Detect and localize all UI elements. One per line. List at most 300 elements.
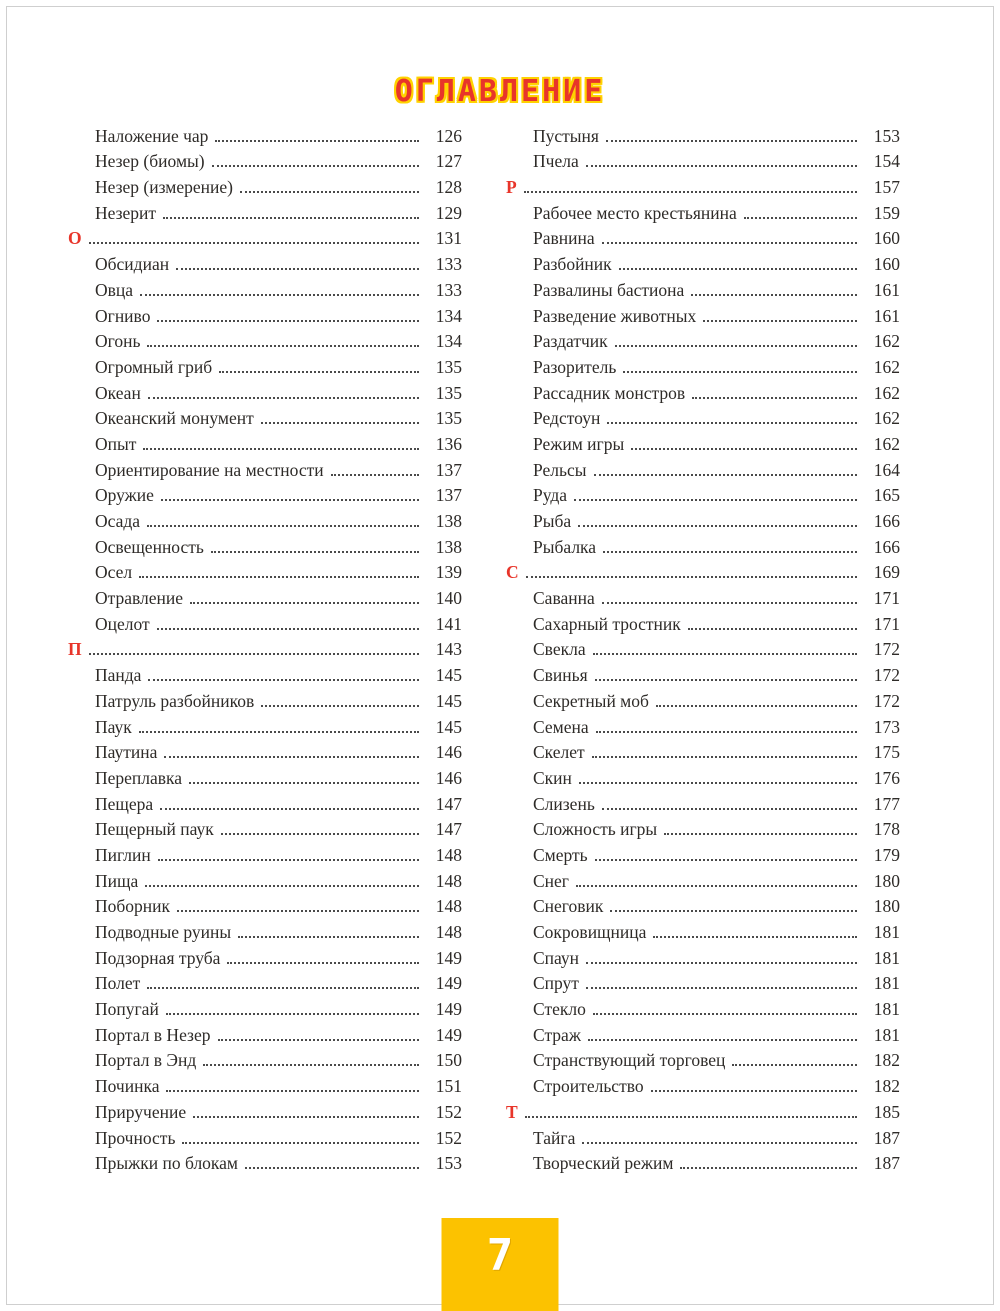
toc-entry-label: Осада	[95, 511, 141, 531]
toc-entry-label: Рыба	[533, 511, 572, 531]
dot-leader	[193, 1116, 419, 1118]
toc-entry-page: 147	[435, 793, 462, 814]
toc-entry-page: 181	[873, 947, 900, 968]
toc-entry-label: Свекла	[533, 639, 586, 660]
dot-leader	[89, 653, 419, 655]
toc-entry-page: 136	[435, 433, 462, 454]
toc-entry-page: 159	[873, 202, 900, 223]
toc-entry	[68, 866, 462, 892]
dot-leader	[212, 165, 419, 167]
toc-entry-label: Раздатчик	[533, 331, 608, 352]
toc-entry-label: С	[506, 562, 519, 583]
toc-entry-label: Снеговик	[533, 896, 604, 917]
toc-entry-label: Пещера	[95, 793, 154, 814]
toc-entry-page: 129	[435, 202, 462, 223]
toc-entry-label: Попугай	[95, 999, 159, 1020]
toc-entry-page: 146	[435, 742, 462, 763]
toc-entry	[506, 404, 900, 430]
toc-entry-page: 143	[435, 639, 462, 660]
toc-entry-page: 152	[435, 1101, 462, 1122]
toc-letter-heading	[68, 635, 462, 661]
dot-leader	[593, 653, 857, 655]
toc-entry	[68, 1097, 462, 1123]
toc-entry-label: Т	[506, 1101, 518, 1122]
dot-leader	[582, 1142, 857, 1144]
toc-entry-page: 148	[435, 896, 462, 917]
toc-entry-label: Секретный моб	[533, 690, 649, 711]
toc-entry	[68, 1020, 462, 1046]
toc-entry-label: Панда	[95, 665, 142, 686]
dot-leader	[623, 371, 857, 373]
toc-entry	[68, 1149, 462, 1175]
toc-entry-label: Опыт	[95, 433, 137, 454]
toc-entry	[506, 275, 900, 301]
dot-leader	[588, 1039, 857, 1041]
toc-entry	[506, 352, 900, 378]
toc-entry-label: Прыжки по блокам	[95, 1153, 238, 1174]
toc-entry-page: 126	[435, 125, 462, 146]
toc-entry	[68, 481, 462, 507]
dot-leader	[586, 962, 857, 964]
toc-entry	[68, 1071, 462, 1097]
toc-entry-label: Огниво	[95, 305, 151, 326]
toc-entry	[506, 943, 900, 969]
dot-leader	[221, 833, 419, 835]
toc-entry	[506, 1123, 900, 1149]
dot-leader	[703, 320, 857, 322]
toc-entry	[506, 532, 900, 558]
toc-entry-label: Портал в Незер	[95, 1024, 211, 1045]
dot-leader	[692, 397, 857, 399]
dot-leader	[653, 936, 857, 938]
toc-entry-label: Режим игры	[533, 433, 625, 454]
toc-entry	[506, 815, 900, 841]
toc-entry	[506, 378, 900, 404]
dot-leader	[215, 140, 419, 142]
dot-leader	[610, 910, 857, 912]
toc-entry-page: 187	[873, 1153, 900, 1174]
dot-leader	[182, 1142, 419, 1144]
toc-entry-page: 157	[873, 177, 900, 198]
toc-entry-label: Океан	[95, 382, 141, 403]
toc-entry-page: 160	[873, 254, 900, 275]
toc-entry-page: 127	[435, 151, 462, 172]
toc-entry-page: 149	[435, 999, 462, 1020]
page-title: ОГЛАВЛЕНИЕ	[394, 74, 606, 109]
toc-entry-label: Незер (биомы)	[95, 151, 205, 172]
toc-entry-label: Огонь	[95, 331, 141, 352]
toc-entry-label: Страж	[533, 1024, 581, 1045]
dot-leader	[148, 397, 419, 399]
dot-leader	[595, 859, 857, 861]
toc-entry	[68, 609, 462, 635]
toc-entry	[506, 609, 900, 635]
toc-entry-label: Строительство	[533, 1076, 644, 1097]
toc-entry-page: 185	[873, 1101, 900, 1122]
dot-leader	[148, 679, 419, 681]
toc-entry-page: 171	[873, 613, 900, 634]
toc-entry-page: 181	[873, 922, 900, 942]
toc-entry	[68, 840, 462, 866]
toc-entry-page: 172	[873, 665, 900, 686]
toc-entry-page: 181	[873, 1024, 900, 1045]
toc-entry	[68, 404, 462, 430]
toc-entry-label: Смерть	[533, 844, 588, 865]
toc-entry-page: 145	[435, 665, 462, 686]
dot-leader	[147, 987, 419, 989]
toc-entry	[68, 198, 462, 224]
toc-entry	[68, 327, 462, 353]
dot-leader	[166, 1013, 419, 1015]
toc-entry-page: 164	[873, 459, 900, 480]
dot-leader	[89, 242, 419, 244]
toc-entry-label: Руда	[533, 485, 568, 506]
toc-entry	[506, 840, 900, 866]
toc-entry-page: 171	[873, 588, 900, 609]
toc-entry-label: Спаун	[533, 947, 580, 968]
toc-entry	[506, 224, 900, 250]
toc-entry-page: 135	[435, 382, 462, 403]
dot-leader	[586, 165, 857, 167]
toc-entry	[506, 635, 900, 661]
toc-entry	[68, 1046, 462, 1072]
toc-entry-page: 145	[435, 716, 462, 737]
toc-entry	[68, 583, 462, 609]
dot-leader	[140, 294, 419, 296]
toc-entry-label: Подзорная труба	[95, 947, 221, 968]
toc-entry	[68, 763, 462, 789]
toc-entry-label: Творческий режим	[533, 1153, 674, 1174]
toc-column-right	[506, 121, 900, 1174]
toc-entry-label: Полет	[95, 973, 141, 994]
dot-leader	[227, 962, 419, 964]
dot-leader	[190, 602, 419, 604]
toc-entry	[68, 429, 462, 455]
toc-entry-page: 135	[435, 408, 462, 429]
toc-entry-label: Приручение	[95, 1101, 187, 1122]
toc-entry	[68, 1123, 462, 1149]
dot-leader	[525, 1116, 857, 1118]
toc-entry	[506, 660, 900, 686]
toc-entry-label: Скин	[533, 767, 572, 788]
toc-entry-page: 153	[873, 125, 900, 146]
toc-entry-label: Тайга	[533, 1127, 576, 1148]
dot-leader	[602, 242, 857, 244]
dot-leader	[161, 499, 419, 501]
toc-entry	[506, 712, 900, 738]
toc-entry-label: Свинья	[533, 665, 588, 686]
toc-entry-page: 128	[435, 177, 462, 198]
dot-leader	[603, 551, 857, 553]
toc-entry-label: Сахарный тростник	[533, 613, 681, 634]
toc-entry	[506, 686, 900, 712]
dot-leader	[147, 345, 419, 347]
toc-entry-label: Рассадник монстров	[533, 382, 686, 403]
toc-entry-label: Рыбалка	[533, 536, 597, 557]
toc-entry-page: 138	[435, 536, 462, 557]
toc-entry	[68, 532, 462, 558]
dot-leader	[574, 499, 857, 501]
toc-entry-page: 137	[435, 459, 462, 480]
toc-entry-label: Рельсы	[533, 459, 587, 480]
toc-entry	[68, 815, 462, 841]
dot-leader	[147, 525, 419, 527]
toc-entry	[68, 455, 462, 481]
toc-entry	[506, 738, 900, 764]
toc-entry	[506, 249, 900, 275]
toc-entry-page: 166	[873, 511, 900, 531]
dot-leader	[143, 448, 419, 450]
dot-leader	[744, 217, 857, 219]
toc-entry-page: 151	[435, 1076, 462, 1097]
toc-entry-page: 145	[435, 690, 462, 711]
toc-entry-page: 135	[435, 356, 462, 377]
toc-entry-label: Развалины бастиона	[533, 279, 685, 300]
dot-leader	[619, 268, 857, 270]
toc-entry	[68, 892, 462, 918]
toc-entry-page: 154	[873, 151, 900, 172]
toc-entry	[506, 583, 900, 609]
toc-entry	[68, 378, 462, 404]
toc-entry-label: Осел	[95, 562, 133, 583]
toc-entry-label: Саванна	[533, 588, 595, 609]
dot-leader	[139, 731, 419, 733]
toc-entry	[506, 969, 900, 995]
toc-entry	[506, 866, 900, 892]
toc-entry-page: 162	[873, 356, 900, 377]
toc-entry-label: Океанский монумент	[95, 408, 254, 429]
toc-entry-page: 149	[435, 973, 462, 994]
dot-leader	[615, 345, 857, 347]
toc-entry-page: 165	[873, 485, 900, 506]
toc-entry-page: 182	[873, 1050, 900, 1071]
toc-entry	[68, 712, 462, 738]
dot-leader	[602, 602, 857, 604]
toc-entry-page: 149	[435, 947, 462, 968]
toc-entry	[506, 121, 900, 147]
dot-leader	[177, 910, 419, 912]
dot-leader	[595, 679, 857, 681]
toc-entry-label: Подводные руины	[95, 922, 232, 942]
toc-entry-label: Освещенность	[95, 536, 204, 557]
page-number-box	[442, 1218, 559, 1311]
dot-leader	[688, 628, 857, 630]
toc-entry-page: 153	[435, 1153, 462, 1174]
toc-entry-label: Пища	[95, 870, 139, 891]
toc-entry	[506, 917, 900, 943]
dot-leader	[211, 551, 419, 553]
toc-entry	[68, 172, 462, 198]
toc-entry-label: Поборник	[95, 896, 171, 917]
dot-leader	[656, 705, 857, 707]
toc-letter-heading	[68, 224, 462, 250]
toc-entry	[506, 892, 900, 918]
dot-leader	[602, 808, 857, 810]
toc-entry-label: Редстоун	[533, 408, 601, 429]
toc-entry-page: 161	[873, 279, 900, 300]
toc-entry-label: Паук	[95, 716, 132, 737]
toc-entry-page: 160	[873, 228, 900, 249]
dot-leader	[578, 525, 857, 527]
toc-entry	[506, 1071, 900, 1097]
toc-entry	[506, 455, 900, 481]
toc-entry-page: 169	[873, 562, 900, 583]
toc-entry-page: 162	[873, 433, 900, 454]
toc-letter-heading	[506, 1097, 900, 1123]
toc-entry-label: Странствующий торговец	[533, 1050, 726, 1071]
toc-entry-label: Скелет	[533, 742, 585, 763]
dot-leader	[203, 1064, 419, 1066]
toc-entry-label: Равнина	[533, 228, 595, 249]
toc-entry-page: 172	[873, 690, 900, 711]
toc-entry	[68, 121, 462, 147]
toc-column-left	[68, 121, 462, 1174]
toc-entry-label: Снег	[533, 870, 569, 891]
toc-entry	[68, 943, 462, 969]
toc-entry	[506, 198, 900, 224]
toc-entry-label: Разоритель	[533, 356, 617, 377]
toc-entry-label: П	[68, 639, 82, 660]
dot-leader	[218, 1039, 420, 1041]
toc-entry-page: 162	[873, 331, 900, 352]
dot-leader	[594, 474, 857, 476]
dot-leader	[261, 705, 419, 707]
dot-leader	[261, 422, 419, 424]
toc-entry-label: Сокровищница	[533, 922, 647, 942]
toc-entry-label: Портал в Энд	[95, 1050, 197, 1071]
toc-entry	[68, 147, 462, 173]
toc-entry-label: Разведение животных	[533, 305, 697, 326]
toc-entry-page: 149	[435, 1024, 462, 1045]
toc-entry-label: О	[68, 228, 82, 249]
dot-leader	[607, 422, 857, 424]
dot-leader	[593, 1013, 857, 1015]
toc-entry-page: 180	[873, 870, 900, 891]
toc-entry-page: 180	[873, 896, 900, 917]
dot-leader	[145, 885, 419, 887]
toc-entry-label: Семена	[533, 716, 589, 737]
toc-entry-page: 162	[873, 408, 900, 429]
toc-entry-page: 137	[435, 485, 462, 506]
dot-leader	[651, 1090, 857, 1092]
dot-leader	[691, 294, 857, 296]
toc-entry-page: 133	[435, 279, 462, 300]
toc-entry-page: 152	[435, 1127, 462, 1148]
toc-entry-label: Пиглин	[95, 844, 151, 865]
toc-entry	[506, 1020, 900, 1046]
toc-entry-label: Починка	[95, 1076, 160, 1097]
toc-entry-label: Прочность	[95, 1127, 176, 1148]
toc-entry	[68, 352, 462, 378]
toc-entry-page: 141	[435, 613, 462, 634]
toc-entry	[506, 994, 900, 1020]
page-number: 7	[486, 1230, 514, 1281]
dot-leader	[219, 371, 419, 373]
toc-entry-label: Переплавка	[95, 767, 183, 788]
dot-leader	[245, 1167, 419, 1169]
toc-entry-page: 181	[873, 999, 900, 1020]
toc-columns	[68, 121, 900, 1174]
toc-entry	[506, 506, 900, 532]
toc-entry	[68, 660, 462, 686]
toc-entry-page: 148	[435, 844, 462, 865]
dot-leader	[680, 1167, 857, 1169]
toc-entry-page: 134	[435, 331, 462, 352]
toc-entry-label: Патруль разбойников	[95, 690, 255, 711]
toc-entry-page: 147	[435, 819, 462, 840]
toc-entry-page: 162	[873, 382, 900, 403]
toc-entry	[68, 686, 462, 712]
toc-entry-page: 182	[873, 1076, 900, 1097]
dot-leader	[664, 833, 857, 835]
toc-entry-page: 175	[873, 742, 900, 763]
toc-entry-page: 187	[873, 1127, 900, 1148]
toc-entry-label: Оружие	[95, 485, 154, 506]
toc-entry-page: 150	[435, 1050, 462, 1071]
toc-entry-page: 148	[435, 870, 462, 891]
toc-entry-label: Пещерный паук	[95, 819, 214, 840]
toc-entry-label: Сложность игры	[533, 819, 658, 840]
dot-leader	[579, 782, 857, 784]
toc-entry	[68, 738, 462, 764]
toc-entry-label: Отравление	[95, 588, 184, 609]
dot-leader	[189, 782, 419, 784]
toc-entry	[506, 147, 900, 173]
toc-entry-label: Наложение чар	[95, 125, 209, 146]
dot-leader	[631, 448, 857, 450]
toc-entry	[68, 301, 462, 327]
dot-leader	[157, 628, 419, 630]
toc-entry-page: 133	[435, 254, 462, 275]
dot-leader	[576, 885, 857, 887]
toc-entry-label: Р	[506, 177, 517, 198]
dot-leader	[732, 1064, 857, 1066]
dot-leader	[176, 268, 419, 270]
dot-leader	[606, 140, 857, 142]
toc-entry-label: Пчела	[533, 151, 579, 172]
toc-entry	[506, 327, 900, 353]
toc-entry-page: 148	[435, 922, 462, 942]
toc-entry	[506, 301, 900, 327]
toc-entry	[506, 789, 900, 815]
toc-entry	[68, 994, 462, 1020]
toc-entry-page: 172	[873, 639, 900, 660]
toc-entry-page: 179	[873, 844, 900, 865]
toc-entry-label: Стекло	[533, 999, 586, 1020]
toc-entry	[68, 789, 462, 815]
toc-entry-label: Паутина	[95, 742, 158, 763]
toc-entry-label: Разбойник	[533, 254, 612, 275]
toc-entry-page: 173	[873, 716, 900, 737]
dot-leader	[526, 576, 857, 578]
dot-leader	[164, 756, 419, 758]
dot-leader	[139, 576, 419, 578]
toc-entry	[68, 917, 462, 943]
toc-entry	[68, 249, 462, 275]
toc-entry-page: 134	[435, 305, 462, 326]
toc-entry-page: 140	[435, 588, 462, 609]
toc-entry-page: 146	[435, 767, 462, 788]
toc-entry-label: Незерит	[95, 202, 157, 223]
toc-entry-page: 138	[435, 511, 462, 531]
toc-entry	[506, 429, 900, 455]
dot-leader	[592, 756, 857, 758]
toc-entry-label: Спрут	[533, 973, 579, 994]
toc-entry-label: Рабочее место крестьянина	[533, 202, 737, 223]
toc-entry-page: 177	[873, 793, 900, 814]
toc-entry	[506, 1149, 900, 1175]
dot-leader	[163, 217, 419, 219]
